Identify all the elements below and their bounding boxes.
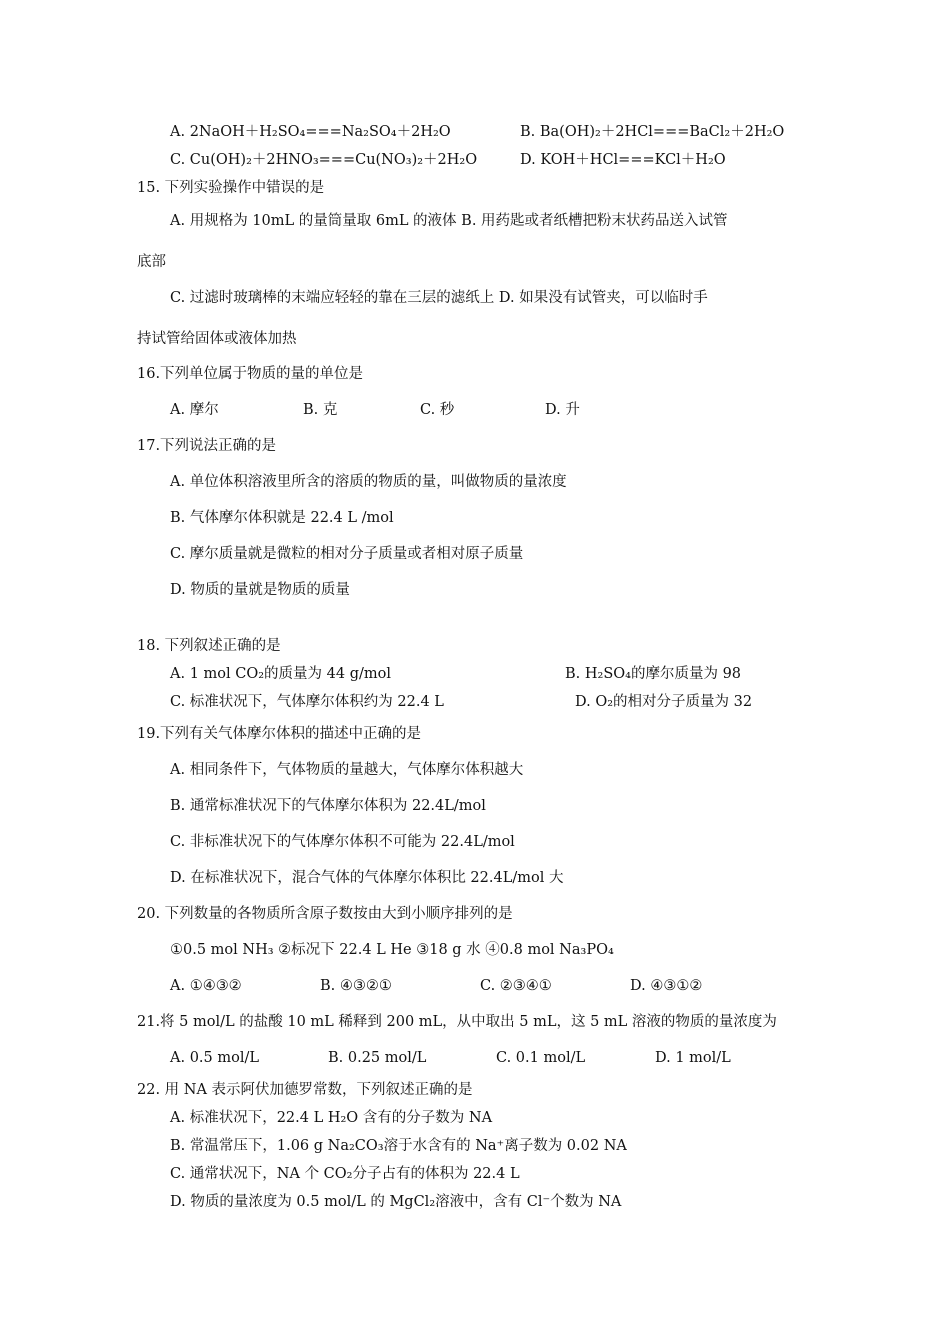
q18-option-c: C. 标准状况下，气体摩尔体积约为 22.4 L [170, 694, 444, 710]
q16-option-a: A. 摩尔 [170, 402, 219, 418]
q22-option-a: A. 标准状况下，22.4 L H₂O 含有的分子数为 NA [170, 1110, 493, 1126]
q20-option-a: A. ①④③② [170, 978, 242, 994]
q16-option-b: B. 克 [303, 402, 338, 418]
q16-option-c: C. 秒 [420, 402, 455, 418]
q19-option-d: D. 在标准状况下，混合气体的气体摩尔体积比 22.4L/mol 大 [170, 870, 564, 886]
q22-option-c: C. 通常状况下，NA 个 CO₂分子占有的体积为 22.4 L [170, 1166, 520, 1182]
q16-option-d: D. 升 [545, 402, 580, 418]
q14-option-c: C. Cu(OH)₂＋2HNO₃===Cu(NO₃)₂＋2H₂O [170, 152, 478, 168]
q19-option-c: C. 非标准状况下的气体摩尔体积不可能为 22.4L/mol [170, 834, 515, 850]
q15-options-cd: C. 过滤时玻璃棒的末端应轻轻的靠在三层的滤纸上 D. 如果没有试管夹，可以临时手 [170, 290, 708, 306]
q14-option-d: D. KOH＋HCl===KCl＋H₂O [520, 152, 726, 168]
q18-option-a: A. 1 mol CO₂的质量为 44 g/mol [170, 666, 391, 682]
q15-options-ab: A. 用规格为 10mL 的量筒量取 6mL 的液体 B. 用药匙或者纸槽把粉末状药品送入试管 [170, 213, 728, 229]
q18-option-d: D. O₂的相对分子质量为 32 [575, 694, 753, 710]
q22-stem: 22. 用 NA 表示阿伏加德罗常数，下列叙述正确的是 [137, 1082, 473, 1098]
q17-option-c: C. 摩尔质量就是微粒的相对分子质量或者相对原子质量 [170, 546, 524, 562]
q21-option-a: A. 0.5 mol/L [170, 1050, 259, 1066]
q19-option-b: B. 通常标准状况下的气体摩尔体积为 22.4L/mol [170, 798, 486, 814]
q21-option-b: B. 0.25 mol/L [328, 1050, 427, 1066]
q19-stem: 19.下列有关气体摩尔体积的描述中正确的是 [137, 726, 422, 742]
q20-option-b: B. ④③②① [320, 978, 392, 994]
q15-options-ab-continuation: 底部 [137, 254, 166, 270]
q20-stem: 20. 下列数量的各物质所含原子数按由大到小顺序排列的是 [137, 906, 513, 922]
q17-option-b: B. 气体摩尔体积就是 22.4 L /mol [170, 510, 394, 526]
q17-option-a: A. 单位体积溶液里所含的溶质的物质的量，叫做物质的量浓度 [170, 474, 567, 490]
q18-option-b: B. H₂SO₄的摩尔质量为 98 [565, 666, 742, 682]
q15-stem: 15. 下列实验操作中错误的是 [137, 180, 325, 196]
q17-option-d: D. 物质的量就是物质的质量 [170, 582, 350, 598]
q17-stem: 17.下列说法正确的是 [137, 438, 277, 454]
q16-stem: 16.下列单位属于物质的量的单位是 [137, 366, 364, 382]
q22-option-d: D. 物质的量浓度为 0.5 mol/L 的 MgCl₂溶液中，含有 Cl⁻个数为 NA [170, 1194, 622, 1210]
q19-option-a: A. 相同条件下，气体物质的量越大，气体摩尔体积越大 [170, 762, 524, 778]
q14-option-a: A. 2NaOH＋H₂SO₄===Na₂SO₄＋2H₂O [170, 124, 451, 140]
q15-options-cd-continuation: 持试管给固体或液体加热 [137, 331, 297, 347]
q20-option-d: D. ④③①② [630, 978, 703, 994]
q21-stem: 21.将 5 mol/L 的盐酸 10 mL 稀释到 200 mL，从中取出 5 mL，这 5 mL 溶液的物质的量浓度为 [137, 1014, 777, 1030]
q14-option-b: B. Ba(OH)₂＋2HCl===BaCl₂＋2H₂O [520, 124, 785, 140]
q21-option-d: D. 1 mol/L [655, 1050, 731, 1066]
q22-option-b: B. 常温常压下，1.06 g Na₂CO₃溶于水含有的 Na⁺离子数为 0.02 NA [170, 1138, 627, 1154]
q20-option-c: C. ②③④① [480, 978, 552, 994]
q18-stem: 18. 下列叙述正确的是 [137, 638, 281, 654]
q20-items: ①0.5 mol NH₃ ②标况下 22.4 L He ③18 g 水 ④0.8 mol Na₃PO₄ [170, 942, 614, 958]
q21-option-c: C. 0.1 mol/L [496, 1050, 586, 1066]
